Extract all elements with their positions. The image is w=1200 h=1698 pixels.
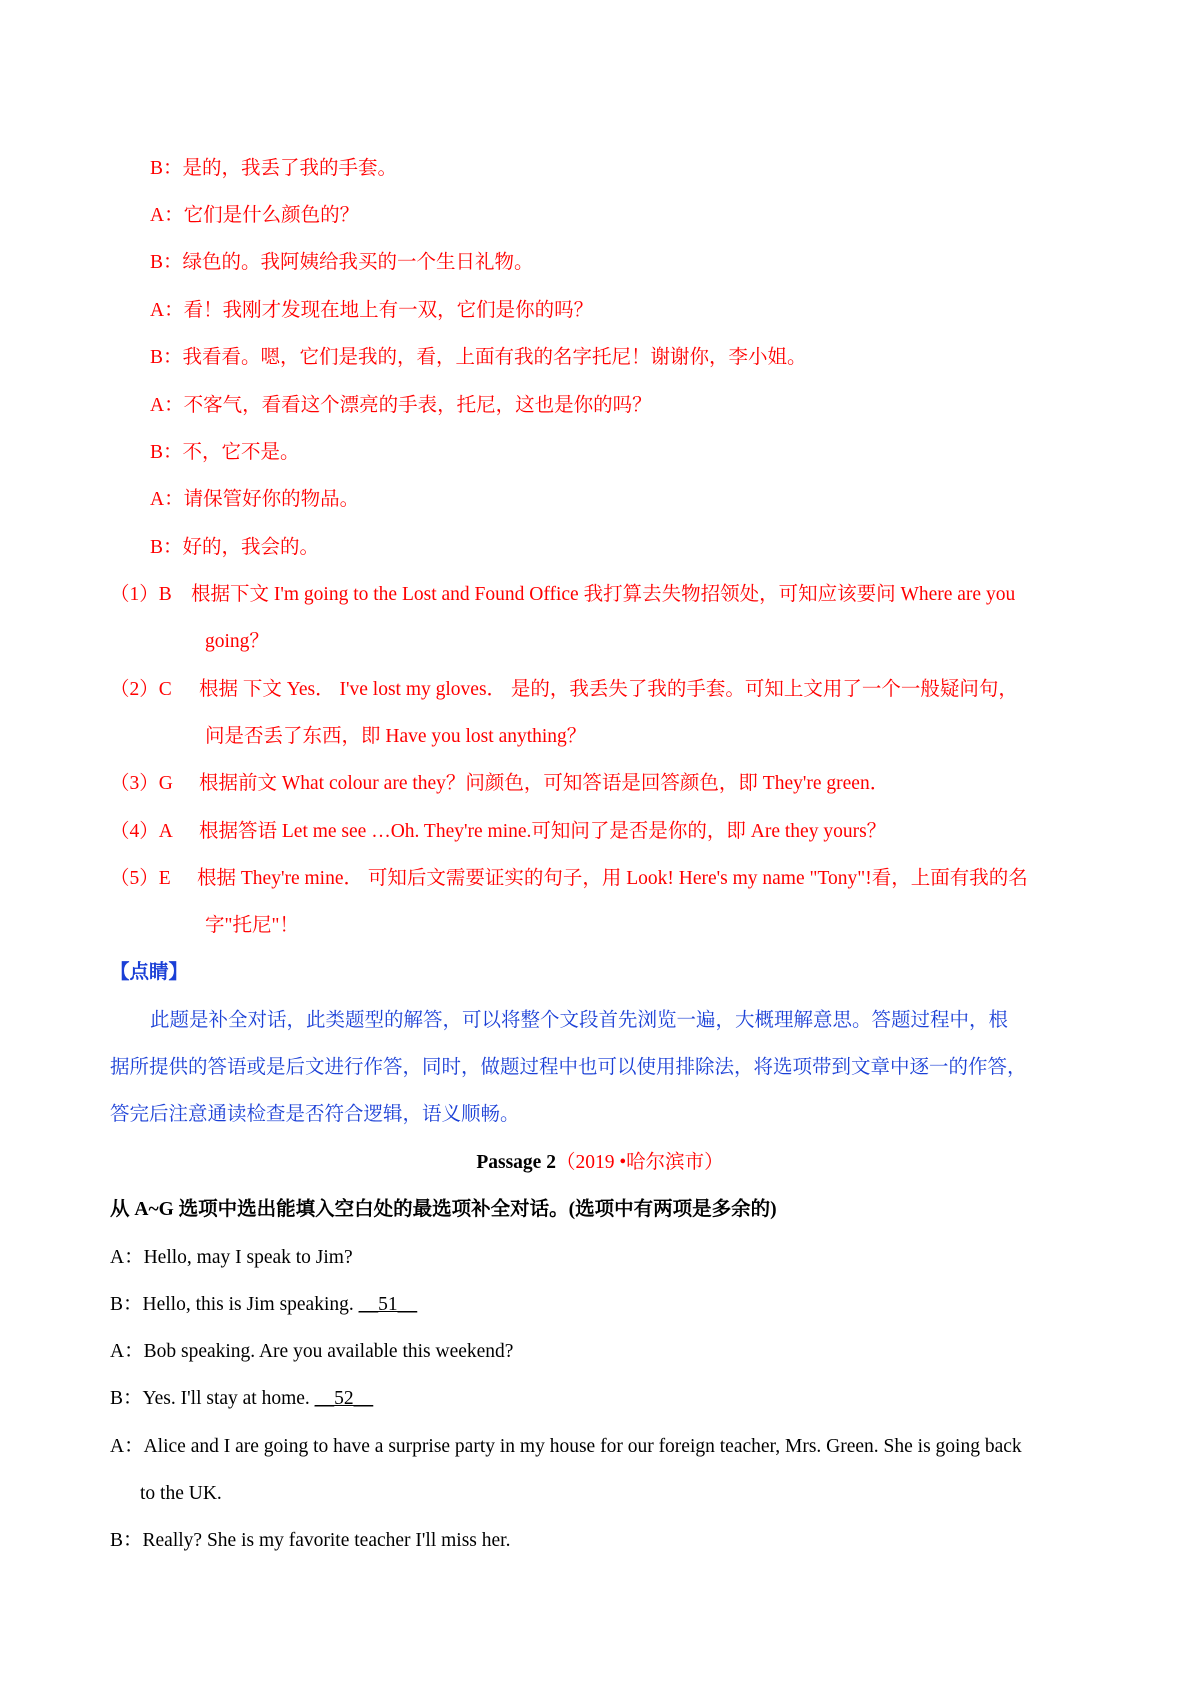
answer-explanation-cont: going？ xyxy=(205,631,269,652)
translation-line: B：好的，我会的。 xyxy=(150,537,320,558)
dialogue-speaker: B： xyxy=(110,1388,143,1409)
answer-number: （5）E xyxy=(110,868,171,889)
dialogue-speaker: A： xyxy=(110,1247,144,1268)
answer-explanation: 根据 下文 Yes． I've lost my gloves． 是的，我丢失了我的手套。可知上文用了一个一般疑问句， xyxy=(199,679,1018,700)
dialogue-line xyxy=(110,1292,417,1318)
dialogue-line xyxy=(110,1386,373,1412)
dialogue-text: Bob speaking. Are you available this weekend? xyxy=(143,1341,514,1362)
answer-explanation-cont: 字"托尼"！ xyxy=(205,915,299,936)
dianjing-text: 据所提供的答语或是后文进行作答，同时，做题过程中也可以使用排除法，将选项带到文章中逐一的作答， xyxy=(110,1057,1027,1078)
dialogue-text: Hello, this is Jim speaking. xyxy=(142,1294,359,1315)
dialogue-speaker: B： xyxy=(110,1294,143,1315)
dialogue-line-cont xyxy=(140,1481,222,1507)
answer-number: （1）B xyxy=(110,584,172,605)
dianjing-heading: 【点睛】 xyxy=(110,962,189,983)
answer-blank: __52__ xyxy=(314,1388,374,1409)
answer-number: （2）C xyxy=(110,679,172,700)
translation-line: B：是的，我丢了我的手套。 xyxy=(150,158,398,179)
dianjing-text: 答完后注意通读检查是否符合逻辑，语义顺畅。 xyxy=(110,1104,520,1125)
answer-number: （4）A xyxy=(110,821,173,842)
translation-line: A：请保管好你的物品。 xyxy=(150,489,360,510)
translation-line: A：它们是什么颜色的？ xyxy=(150,205,360,226)
passage-header xyxy=(0,1150,1200,1176)
translation-line: A：看！我刚才发现在地上有一双，它们是你的吗？ xyxy=(150,300,594,321)
passage-title: Passage 2 xyxy=(476,1152,556,1173)
answer-number: （3）G xyxy=(110,773,173,794)
answer-explanation: 根据 They're mine． 可知后文需要证实的句子，用 Look! Here's my name "Tony"!看，上面有我的名 xyxy=(197,868,1028,889)
dialogue-text: Yes. I'll stay at home. xyxy=(142,1388,315,1409)
dialogue-text: Hello, may I speak to Jim? xyxy=(143,1247,353,1268)
dialogue-speaker: A： xyxy=(110,1341,144,1362)
dialogue-speaker: A： xyxy=(110,1436,144,1457)
dialogue-speaker: B： xyxy=(110,1530,143,1551)
dianjing-text: 此题是补全对话，此类题型的解答，可以将整个文段首先浏览一遍，大概理解意思。答题过程中，根 xyxy=(150,1010,1009,1031)
translation-line: B：不，它不是。 xyxy=(150,442,300,463)
answer-explanation-cont: 问是否丢了东西，即 Have you lost anything？ xyxy=(205,726,587,747)
answer-explanation: 根据答语 Let me see …Oh. They're mine.可知问了是否是你的，即 Are they yours？ xyxy=(199,821,887,842)
dialogue-text: Alice and I are going to have a surprise party in my house for our foreign teacher, Mrs. Green. She is going back xyxy=(143,1436,1022,1457)
dialogue-line xyxy=(110,1339,513,1365)
dialogue-line xyxy=(110,1528,510,1554)
translation-line: A：不客气，看看这个漂亮的手表，托尼，这也是你的吗？ xyxy=(150,395,652,416)
dialogue-text: Really? She is my favorite teacher I'll miss her. xyxy=(142,1530,511,1551)
answer-blank: __51__ xyxy=(358,1294,418,1315)
passage-instruction: 从 A~G 选项中选出能填入空白处的最选项补全对话。(选项中有两项是多余的) xyxy=(110,1199,777,1220)
answer-explanation: 根据下文 I'm going to the Lost and Found Office 我打算去失物招领处，可知应该要问 Where are you xyxy=(191,584,1016,605)
translation-line: B：绿色的。我阿姨给我买的一个生日礼物。 xyxy=(150,252,534,273)
passage-source: （2019 •哈尔滨市） xyxy=(555,1152,724,1173)
answer-explanation: 根据前文 What colour are they？问颜色，可知答语是回答颜色，即 They're green． xyxy=(199,773,890,794)
translation-line: B：我看看。嗯，它们是我的，看，上面有我的名字托尼！谢谢你，李小姐。 xyxy=(150,347,807,368)
dialogue-text: to the UK. xyxy=(140,1483,222,1504)
dialogue-line xyxy=(110,1434,1022,1460)
dialogue-line xyxy=(110,1245,353,1271)
